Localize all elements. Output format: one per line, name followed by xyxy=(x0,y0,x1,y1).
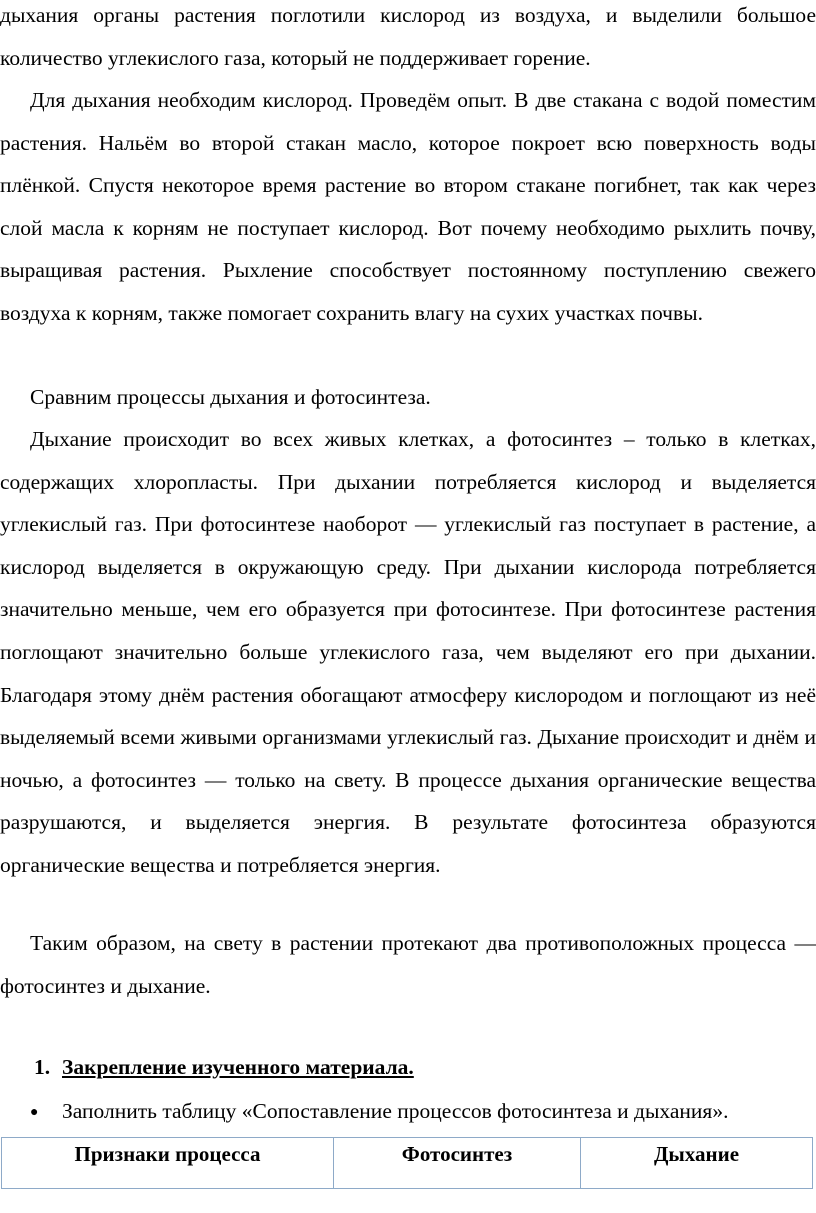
header-cell-respiration: Дыхание xyxy=(581,1138,813,1189)
comparison-table xyxy=(1,1137,813,1189)
header-cell-features: Признаки процесса xyxy=(2,1138,334,1189)
bullet-icon: ● xyxy=(30,1105,39,1120)
paragraph-compare-intro: Сравним процессы дыхания и фотосинтеза. xyxy=(30,385,431,409)
paragraph-oxygen-experiment: Для дыхания необходим кислород. Проведём опыт. В две стакана с водой поместим растения. Нальём во второй стакан масло, которое покроет всю поверхность воды плёнкой. Спустя некоторое время растение во втором стакане погибнет, так как через слой масла к корням не поступает кислород. Вот почему необходимо рыхлить почву, выращивая растения. Рыхление способствует постоянному поступлению свежего воздуха к корням, также помогает сохранить влагу на сухих участках почвы. xyxy=(0,88,816,325)
task-text: Заполнить таблицу «Сопоставление процессов фотосинтеза и дыхания». xyxy=(62,1099,729,1123)
paragraph-comparison: Дыхание происходит во всех живых клетках, а фотосинтез – только в клетках, содержащих хлоропласты. При дыхании потребляется кислород и выделяется углекислый газ. При фотосинтезе наоборот — углекислый газ поступает в растение, а кислород выделяется в окружающую среду. При дыхании кислорода потребляется значительно меньше, чем его образуется при фотосинтезе. При фотосинтезе растения поглощают значительно больше углекислого газа, чем выделяют его при дыхании. Благодаря этому днём растения обогащают атмосферу кислородом и поглощают из неё выделяемый всеми живыми организмами углекислый газ. Дыхание происходит и днём и ночью, а фотосинтез — только на свету. В процессе дыхания органические вещества разрушаются, и выделяется энергия. В результате фотосинтеза образуются органические вещества и потребляется энергия. xyxy=(0,427,816,877)
header-cell-photosynthesis: Фотосинтез xyxy=(334,1138,581,1189)
section-title: Закрепление изученного материала. xyxy=(62,1055,414,1079)
task-bullet-item xyxy=(30,1096,728,1128)
section-number: 1. xyxy=(34,1055,51,1079)
paragraph-conclusion: Таким образом, на свету в растении протекают два противоположных процесса — фотосинтез и дыхание. xyxy=(0,931,816,998)
table-header-row xyxy=(2,1138,813,1189)
section-heading xyxy=(34,1052,414,1082)
paragraph-continuation: дыхания органы растения поглотили кислород из воздуха, и выделили большое количество углекислого газа, который не поддерживает горение. xyxy=(0,3,816,70)
